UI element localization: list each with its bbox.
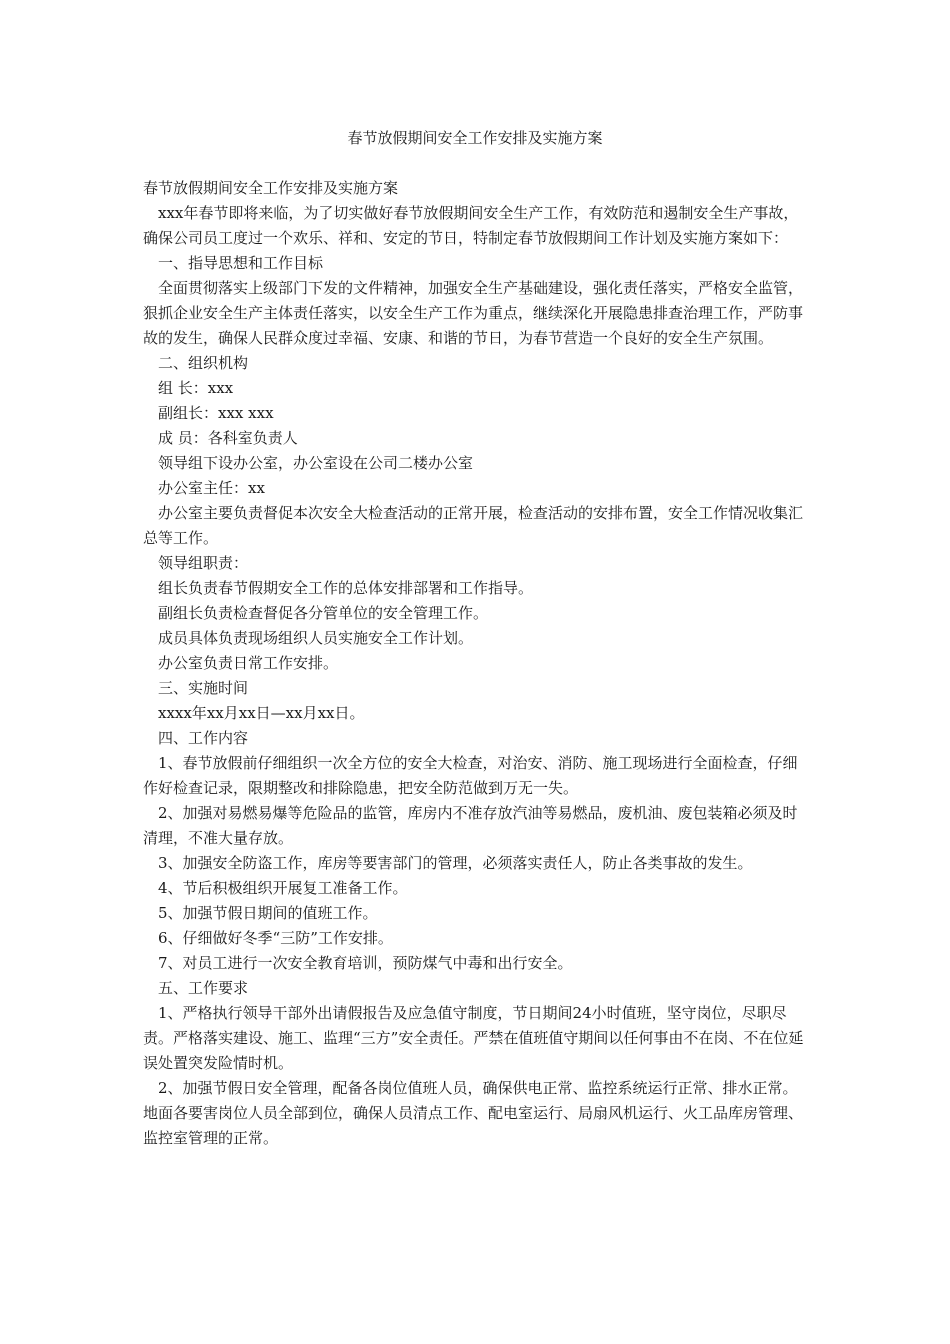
deputy-leader-line: 副组长：xxx xxx [158,404,274,422]
work-item-2: 2、加强对易燃易爆等危险品的监管，库房内不准存放汽油等易燃品，废机油、废包装箱必须及时清理，不准大量存放。 [143,804,798,847]
work-item-3: 3、加强安全防盗工作，库房等要害部门的管理，必须落实责任人，防止各类事故的发生。 [158,854,753,872]
member-duty-line: 成员具体负责现场组织人员实施安全工作计划。 [158,629,474,647]
document-body [143,176,807,1151]
office-duties-paragraph: 办公室主要负责督促本次安全大检查活动的正常开展，检查活动的安排布置，安全工作情况收集汇总等工作。 [143,504,804,547]
section-heading-1: 一、指导思想和工作目标 [158,254,324,272]
work-item-7: 7、对员工进行一次安全教育培训，预防煤气中毒和出行安全。 [158,954,573,972]
leadership-duties-label: 领导组职责： [158,554,249,572]
requirement-item-2: 2、加强节假日安全管理，配备各岗位值班人员，确保供电正常、监控系统运行正常、排水正常。地面各要害岗位人员全部到位，确保人员清点工作、配电室运行、局扇风机运行、火工品库房管理、监控室管理的正常。 [143,1079,804,1147]
document-title: 春节放假期间安全工作安排及实施方案 [347,129,603,147]
office-location-line: 领导组下设办公室，办公室设在公司二楼办公室 [158,454,474,472]
work-item-4: 4、节后积极组织开展复工准备工作。 [158,879,408,897]
section-heading-4: 四、工作内容 [158,729,249,747]
team-leader-line: 组 长：xxx [158,379,234,397]
leader-duty-line: 组长负责春节假期安全工作的总体安排部署和工作指导。 [158,579,534,597]
deputy-duty-line: 副组长负责检查督促各分管单位的安全管理工作。 [158,604,489,622]
office-director-line: 办公室主任：xx [158,479,265,497]
members-line: 成 员：各科室负责人 [158,429,298,447]
guiding-principles-paragraph: 全面贯彻落实上级部门下发的文件精神，加强安全生产基础建设，强化责任落实，严格安全监管，狠抓企业安全生产主体责任落实，以安全生产工作为重点，继续深化开展隐患排查治理工作，严防事故的发生，确保人民群众度过幸福、安康、和谐的节日，为春节营造一个良好的安全生产氛围。 [143,279,804,347]
section-heading-5: 五、工作要求 [158,979,249,997]
office-duty-line: 办公室负责日常工作安排。 [158,654,339,672]
implementation-date-line: xxxx年xx月xx日—xx月xx日。 [158,704,365,722]
section-heading-2: 二、组织机构 [158,354,249,372]
subtitle-paragraph: 春节放假期间安全工作安排及实施方案 [143,179,399,197]
work-item-5: 5、加强节假日期间的值班工作。 [158,904,378,922]
requirement-item-1: 1、严格执行领导干部外出请假报告及应急值守制度，节日期间24小时值班，坚守岗位，尽职尽责。严格落实建设、施工、监理“三方”安全责任。严禁在值班值守期间以任何事由不在岗、不在位延误处置突发险情时机。 [143,1004,804,1072]
work-item-6: 6、仔细做好冬季“三防”工作安排。 [158,929,393,947]
section-heading-3: 三、实施时间 [158,679,249,697]
intro-paragraph: xxx年春节即将来临，为了切实做好春节放假期间安全生产工作，有效防范和遏制安全生产事故，确保公司员工度过一个欢乐、祥和、安定的节日，特制定春节放假期间工作计划及实施方案如下： [143,204,799,247]
work-item-1: 1、春节放假前仔细组织一次全方位的安全大检查，对治安、消防、施工现场进行全面检查，仔细作好检查记录，限期整改和排除隐患，把安全防范做到万无一失。 [143,754,798,797]
